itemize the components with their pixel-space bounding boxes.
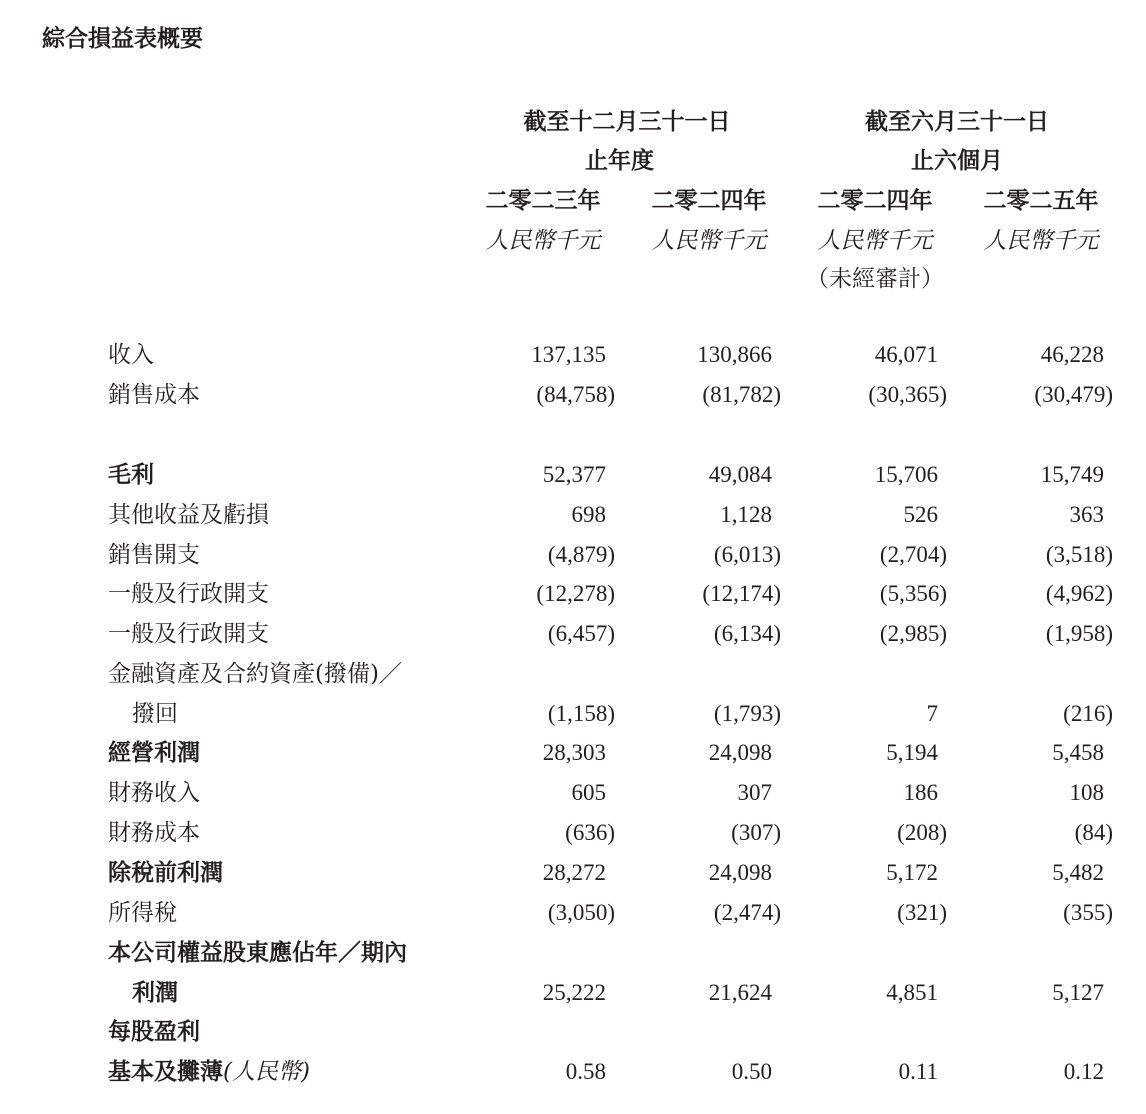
row-value: (4,879) xyxy=(547,542,615,567)
row-value: 7 xyxy=(926,701,938,726)
row-value: (636) xyxy=(565,820,615,845)
row-value: (6,013) xyxy=(713,542,781,567)
table-row xyxy=(0,696,1146,732)
row-value: 25,222 xyxy=(542,980,606,1005)
row-value: 0.50 xyxy=(731,1059,772,1084)
table-row xyxy=(0,735,1146,771)
row-value: 307 xyxy=(737,780,772,805)
row-value: 698 xyxy=(571,502,606,527)
row-value: (2,704) xyxy=(879,542,947,567)
row-label: 其他收益及虧損 xyxy=(108,502,269,528)
table-row xyxy=(0,576,1146,612)
row-label xyxy=(108,1054,310,1090)
row-value: 5,458 xyxy=(1052,740,1104,765)
table-row xyxy=(0,1054,1146,1090)
row-label-unit: (人民幣) xyxy=(223,1059,310,1085)
row-label: 每股盈利 xyxy=(108,1018,200,1045)
row-label: 財務收入 xyxy=(108,780,200,806)
row-value: 52,377 xyxy=(542,462,606,487)
row-label: 所得稅 xyxy=(108,900,177,926)
row-value: (208) xyxy=(897,820,947,845)
table-row xyxy=(0,975,1146,1011)
row-value: (2,474) xyxy=(713,900,781,925)
header-group1-line2: 止年度 xyxy=(585,147,654,174)
table-row xyxy=(0,616,1146,652)
row-value: 605 xyxy=(571,780,606,805)
row-label: 本公司權益股東應佔年／期內 xyxy=(108,939,407,966)
table-row xyxy=(0,855,1146,891)
column-unit-1: 人民幣千元 xyxy=(485,228,601,254)
row-value: (84,758) xyxy=(536,382,615,407)
row-value: 363 xyxy=(1069,502,1104,527)
row-label: 除稅前利潤 xyxy=(108,859,223,886)
row-value: (216) xyxy=(1063,701,1113,726)
table-row xyxy=(0,656,1146,692)
row-value: (12,278) xyxy=(536,581,615,606)
row-value: 526 xyxy=(903,502,938,527)
row-value: 49,084 xyxy=(708,462,772,487)
table-row xyxy=(0,377,1146,413)
row-value: 5,172 xyxy=(886,860,938,885)
row-value: (6,134) xyxy=(713,621,781,646)
row-value: 15,749 xyxy=(1040,462,1104,487)
row-label: 收入 xyxy=(108,342,154,368)
row-value: 24,098 xyxy=(708,860,772,885)
column-unit-4: 人民幣千元 xyxy=(983,228,1099,254)
row-value: (1,158) xyxy=(547,701,615,726)
row-value: 5,127 xyxy=(1052,980,1104,1005)
row-value: 0.12 xyxy=(1063,1059,1104,1084)
row-value: 5,482 xyxy=(1052,860,1104,885)
row-value: (12,174) xyxy=(702,581,781,606)
row-value: 28,303 xyxy=(542,740,606,765)
row-value: (30,479) xyxy=(1034,382,1113,407)
row-value: 46,071 xyxy=(874,342,938,367)
row-value: 186 xyxy=(903,780,938,805)
row-value: (3,050) xyxy=(547,900,615,925)
header-group2-line2: 止六個月 xyxy=(911,147,1003,174)
row-value: 24,098 xyxy=(708,740,772,765)
row-value: 108 xyxy=(1069,780,1104,805)
row-value: 137,135 xyxy=(531,342,606,367)
table-row xyxy=(0,457,1146,493)
row-label: 一般及行政開支 xyxy=(108,581,269,607)
column-year-2: 二零二四年 xyxy=(651,187,767,214)
table-row xyxy=(0,337,1146,373)
row-value: (81,782) xyxy=(702,382,781,407)
table-row xyxy=(0,895,1146,931)
table-row xyxy=(0,1014,1146,1050)
row-label: 經營利潤 xyxy=(108,739,200,766)
row-value: (84) xyxy=(1074,820,1113,845)
row-label: 利潤 xyxy=(132,979,178,1006)
column-note-3: （未經審計） xyxy=(806,266,944,292)
row-value: (307) xyxy=(731,820,781,845)
row-value: 15,706 xyxy=(874,462,938,487)
row-label: 財務成本 xyxy=(108,820,200,846)
row-value: 0.58 xyxy=(565,1059,606,1084)
row-value: 21,624 xyxy=(708,980,772,1005)
column-year-4: 二零二五年 xyxy=(983,187,1099,214)
row-label: 金融資產及合約資產(撥備)／ xyxy=(108,661,402,687)
row-value: 4,851 xyxy=(886,980,938,1005)
column-unit-3: 人民幣千元 xyxy=(817,228,933,254)
column-year-3: 二零二四年 xyxy=(817,187,933,214)
row-value: (1,958) xyxy=(1045,621,1113,646)
row-label: 銷售成本 xyxy=(108,382,200,408)
row-label: 一般及行政開支 xyxy=(108,621,269,647)
header-group1-line1: 截至十二月三十一日 xyxy=(523,108,731,135)
header-group2-line1: 截至六月三十一日 xyxy=(865,108,1049,135)
row-label-text: 基本及攤薄 xyxy=(108,1058,223,1085)
row-value: (3,518) xyxy=(1045,542,1113,567)
row-value: 0.11 xyxy=(898,1059,938,1084)
row-value: (4,962) xyxy=(1045,581,1113,606)
row-value: (355) xyxy=(1063,900,1113,925)
row-value: 1,128 xyxy=(720,502,772,527)
column-year-1: 二零二三年 xyxy=(485,187,601,214)
page-title: 綜合損益表概要 xyxy=(42,25,203,52)
table-row xyxy=(0,775,1146,811)
table-row xyxy=(0,935,1146,971)
row-label: 毛利 xyxy=(108,461,154,488)
row-value: (2,985) xyxy=(879,621,947,646)
row-value: (321) xyxy=(897,900,947,925)
row-value: (1,793) xyxy=(713,701,781,726)
row-label: 銷售開支 xyxy=(108,542,200,568)
row-value: 130,866 xyxy=(697,342,772,367)
row-value: (5,356) xyxy=(879,581,947,606)
table-row xyxy=(0,815,1146,851)
row-value: (6,457) xyxy=(547,621,615,646)
row-value: (30,365) xyxy=(868,382,947,407)
row-label: 撥回 xyxy=(132,701,178,727)
row-value: 46,228 xyxy=(1040,342,1104,367)
row-value: 28,272 xyxy=(542,860,606,885)
table-row xyxy=(0,537,1146,573)
table-row xyxy=(0,497,1146,533)
row-value: 5,194 xyxy=(886,740,938,765)
column-unit-2: 人民幣千元 xyxy=(651,228,767,254)
